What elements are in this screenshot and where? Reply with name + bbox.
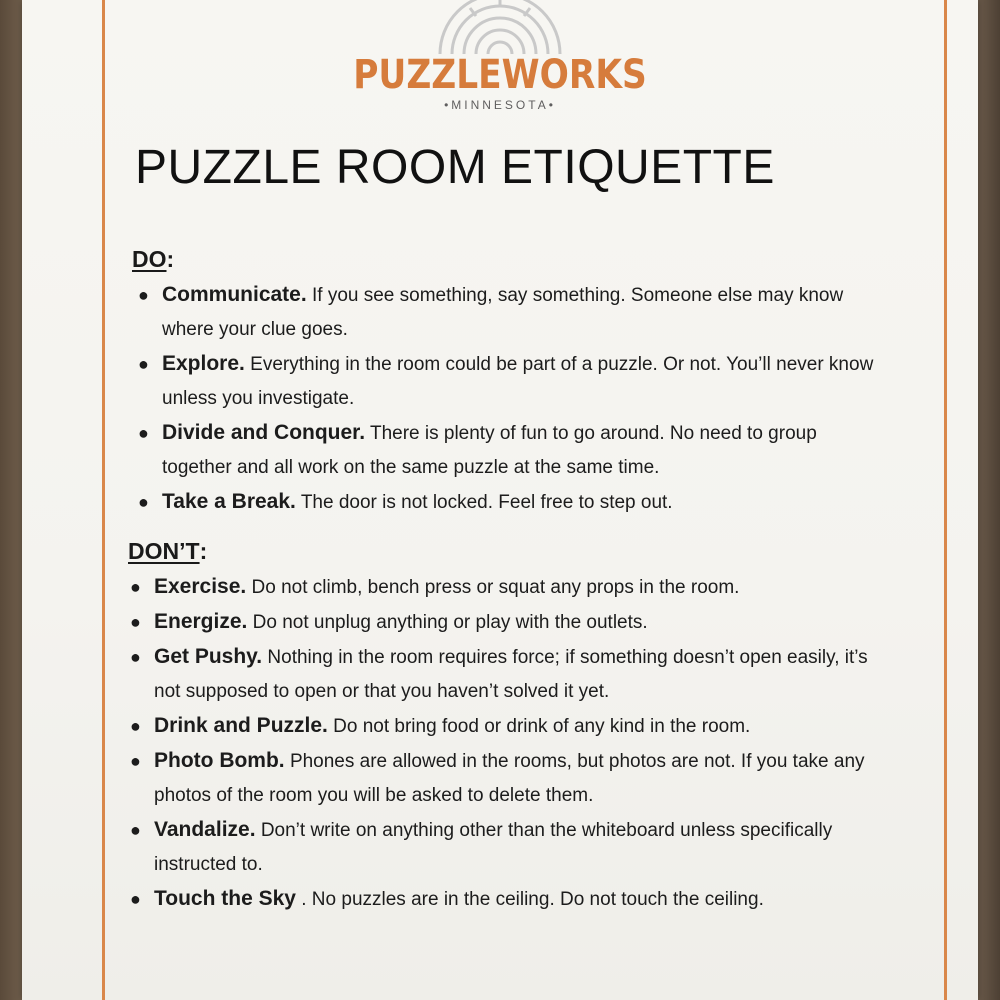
list-item [126,640,886,709]
item-term: Photo Bomb. [154,749,285,772]
list-item [126,570,886,605]
bullet-icon: ● [130,647,141,667]
item-term: Divide and Conquer. [162,421,366,444]
item-term: Take a Break. [162,490,296,513]
bullet-icon: ● [130,751,141,771]
item-text: If you see something, say something. Someone else may know where your clue goes. [162,285,844,340]
item-text: There is plenty of fun to go around. No need to group together and all work on the same puzzle at the same time. [162,423,817,478]
item-term: Vandalize. [154,818,256,841]
brand-location: •MINNESOTA• [444,98,556,112]
page-title: PUZZLE ROOM ETIQUETTE [135,141,775,194]
item-term: Touch the Sky [154,887,296,910]
list-item [134,278,874,347]
dont-list [126,570,886,917]
list-item [134,485,874,520]
dont-heading-label: DON’T [128,538,200,564]
item-term: Exercise. [154,575,247,598]
dont-heading: DON’T: [128,538,208,564]
bullet-icon: ● [130,716,141,736]
item-text: . No puzzles are in the ceiling. Do not touch the ceiling. [301,889,764,910]
item-text: Phones are allowed in the rooms, but photos are not. If you take any photos of the room you will be asked to delete them. [154,751,865,806]
item-text: Do not bring food or drink of any kind in the room. [333,716,751,737]
right-orange-border [944,0,947,1000]
item-text: Don’t write on anything other than the whiteboard unless specifically instructed to. [154,820,833,875]
do-heading: DO: [132,246,175,272]
list-item [126,709,886,744]
bullet-icon: ● [138,423,149,443]
bullet-icon: ● [130,820,141,840]
brand-name: PUZZLEWORKS [353,52,647,98]
bullet-icon: ● [130,889,141,909]
item-term: Get Pushy. [154,645,263,668]
left-orange-border [102,0,105,1000]
bullet-icon: ● [138,354,149,374]
item-text: The door is not locked. Feel free to step out. [300,492,673,513]
item-text: Do not climb, bench press or squat any props in the room. [251,577,740,598]
do-list [134,278,874,520]
item-term: Explore. [162,352,245,375]
list-item [126,605,886,640]
bullet-icon: ● [138,492,149,512]
list-item [134,416,874,485]
bullet-icon: ● [130,612,141,632]
item-term: Drink and Puzzle. [154,714,328,737]
item-text: Everything in the room could be part of a puzzle. Or not. You’ll never know unless you investigate. [162,354,874,409]
list-item [134,347,874,416]
list-item [126,813,886,882]
do-heading-label: DO [132,246,167,272]
list-item [126,882,886,917]
item-text: Do not unplug anything or play with the outlets. [252,612,648,633]
item-term: Energize. [154,610,248,633]
logo [0,0,1000,120]
list-item [126,744,886,813]
bullet-icon: ● [130,577,141,597]
bullet-icon: ● [138,285,149,305]
item-text: Nothing in the room requires force; if something doesn’t open easily, it’s not supposed to open or that you haven’t solved it yet. [154,647,868,702]
maze-semicircle-icon [430,0,570,56]
item-term: Communicate. [162,283,307,306]
